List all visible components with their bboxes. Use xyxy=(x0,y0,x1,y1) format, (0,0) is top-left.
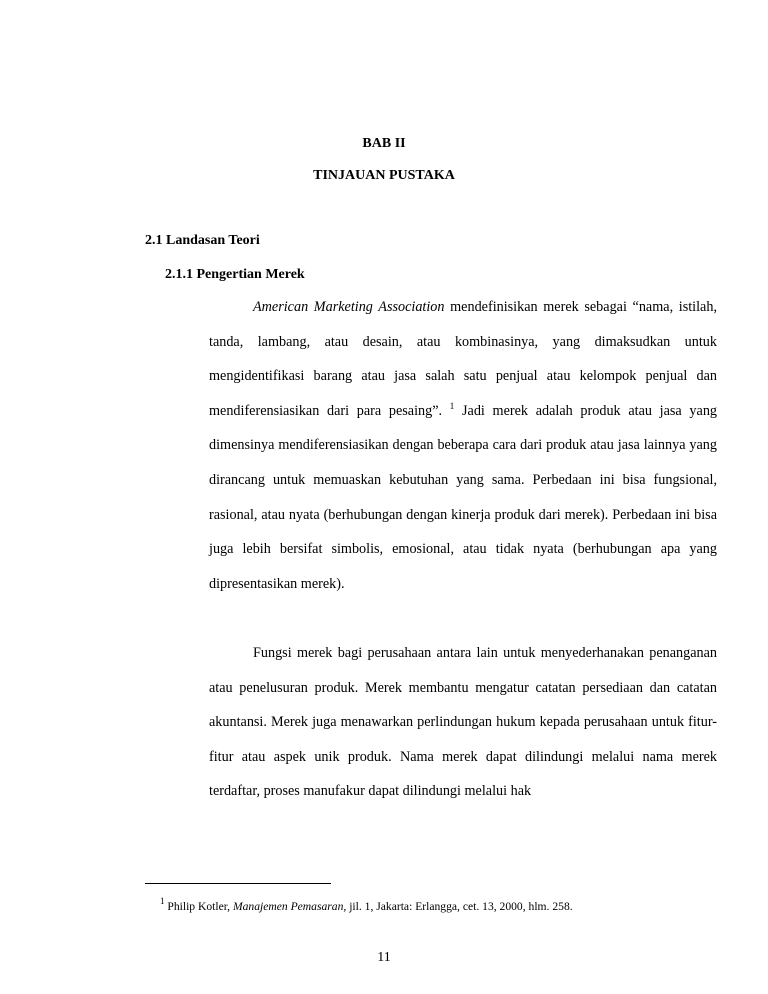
footnote-book-title: Manajemen Pemasaran, xyxy=(232,900,347,913)
paragraph-2-text: Fungsi merek bagi perusahaan antara lain untuk menyederhanakan penanganan atau penelusuran produk. Merek membantu mengatur catatan persediaan dan catatan akuntansi. Merek juga menawarkan perlindungan hukum kepada perusahaan untuk fitur-fitur atau aspek unik produk. Nama merek dapat dilindungi melalui nama merek terdaftar, proses manufakur dapat dilindungi melalui hak xyxy=(209,645,717,800)
paragraph-1 xyxy=(209,290,717,601)
footnote xyxy=(160,896,573,913)
footnote-number: 1 xyxy=(160,896,165,906)
subsection-heading: 2.1.1 Pengertian Merek xyxy=(165,267,305,282)
footnote-details: jil. 1, Jakarta: Erlangga, cet. 13, 2000, hlm. 258. xyxy=(346,900,573,913)
footnote-reference: 1 xyxy=(449,400,455,411)
footnote-divider xyxy=(145,883,331,884)
paragraph-1-text: mendefinisikan merek sebagai “nama, istilah, tanda, lambang, atau desain, atau kombinasinya, yang dimaksudkan untuk mengidentifikasi barang atau jasa salah satu penjual atau kelompok penjual dan mendiferensiasikan dari para pesaing”. xyxy=(209,299,717,419)
organization-name: American Marketing Association xyxy=(253,299,445,315)
footnote-author: Philip Kotler, xyxy=(164,900,233,913)
page-number: 11 xyxy=(377,950,391,965)
paragraph-1-text-continued: Jadi merek adalah produk atau jasa yang dimensinya mendiferensiasikan dengan beberapa cara dari produk atau jasa lainnya yang dirancang untuk memuaskan kebutuhan yang sama. Perbedaan ini bisa fungsional, rasional, atau nyata (berhubungan dengan kinerja produk dari merek). Perbedaan ini bisa juga lebih bersifat simbolis, emosional, atau tidak nyata (berhubungan apa yang dipresentasikan merek). xyxy=(209,402,718,592)
paragraph-2 xyxy=(209,636,717,809)
chapter-number: BAB II xyxy=(362,136,406,151)
chapter-title: TINJAUAN PUSTAKA xyxy=(313,168,455,183)
section-heading: 2.1 Landasan Teori xyxy=(145,233,260,248)
